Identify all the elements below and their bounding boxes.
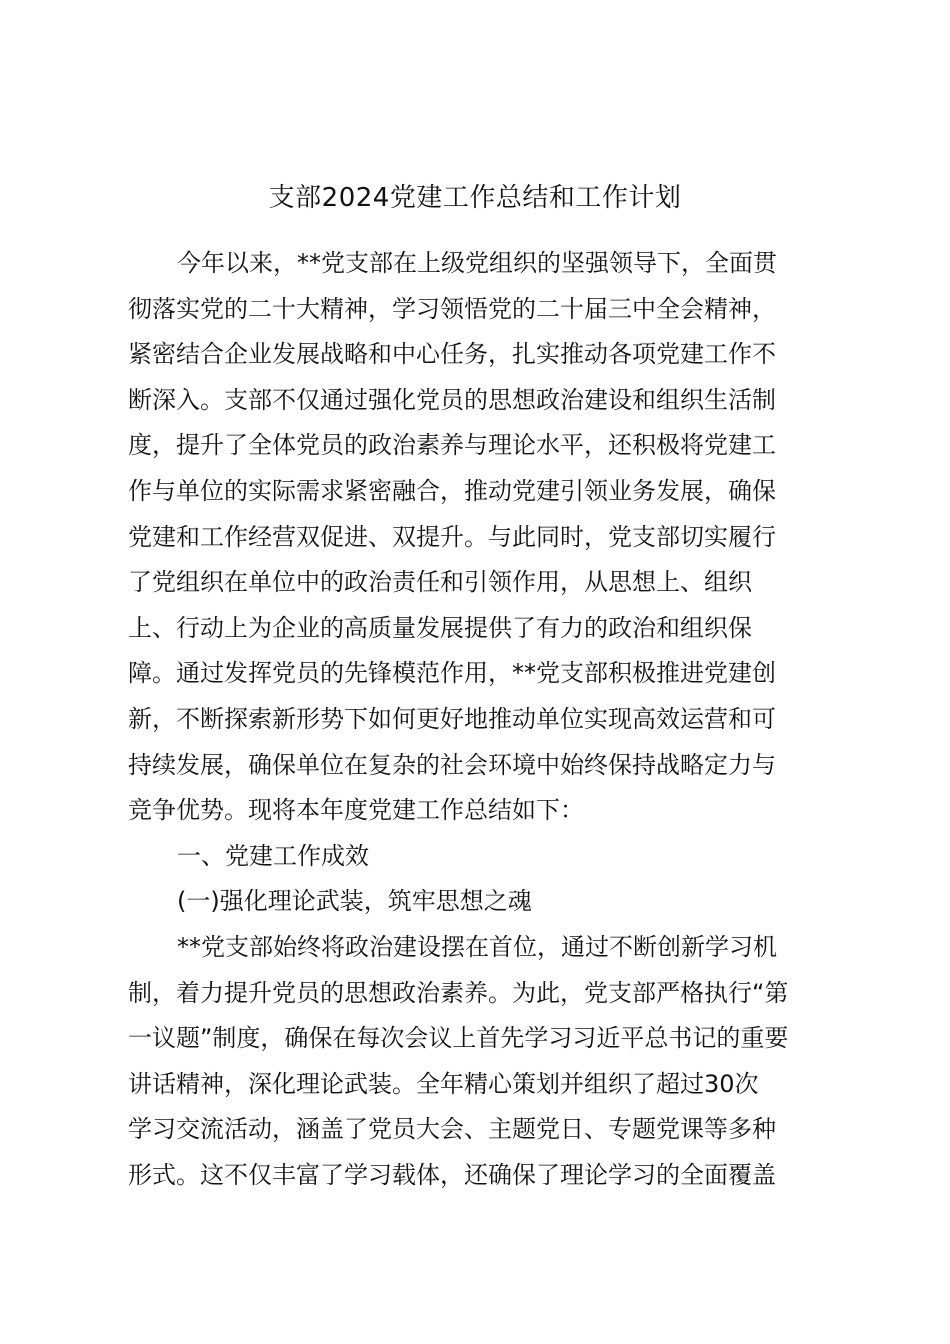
paragraph-line: 学习交流活动，涵盖了党员大会、主题党日、专题党课等多种 xyxy=(128,1115,776,1144)
paragraph-line: 上、行动上为企业的高质量发展提供了有力的政治和组织保 xyxy=(128,613,752,642)
paragraph-line: 持续发展，确保单位在复杂的社会环境中始终保持战略定力与 xyxy=(128,750,776,779)
paragraph-line: 了党组织在单位中的政治责任和引领作用，从思想上、组织 xyxy=(128,568,752,597)
section-heading: 一、党建工作成效 xyxy=(177,841,369,870)
paragraph-line: 作与单位的实际需求紧密融合，推动党建引领业务发展，确保 xyxy=(128,476,776,505)
paragraph-line: 断深入。支部不仅通过强化党员的思想政治建设和组织生活制 xyxy=(128,385,776,414)
paragraph-line: 制，着力提升党员的思想政治素养。为此，党支部严格执行“第 xyxy=(128,978,789,1007)
paragraph-line: 新，不断探索新形势下如何更好地推动单位实现高效运营和可 xyxy=(128,704,776,733)
paragraph-line: 形式。这不仅丰富了学习载体，还确保了理论学习的全面覆盖 xyxy=(128,1160,776,1189)
document-body xyxy=(128,241,828,1198)
paragraph-line: 彻落实党的二十大精神，学习领悟党的二十届三中全会精神， xyxy=(128,294,776,323)
paragraph-line: 党建和工作经营双促进、双提升。与此同时，党支部切实履行 xyxy=(128,522,776,551)
paragraph-line: **党支部始终将政治建设摆在首位，通过不断创新学习机 xyxy=(177,932,777,961)
paragraph-line: 今年以来，**党支部在上级党组织的坚强领导下，全面贯 xyxy=(177,249,777,277)
subsection-heading: (一)强化理论武装，筑牢思想之魂 xyxy=(177,887,532,916)
document-title: 支部2024党建工作总结和工作计划 xyxy=(268,183,682,213)
paragraph-line: 讲话精神，深化理论武装。全年精心策划并组织了超过30次 xyxy=(128,1069,759,1098)
paragraph-line: 竞争优势。现将本年度党建工作总结如下： xyxy=(128,796,584,825)
paragraph-line: 障。通过发挥党员的先锋模范作用，**党支部积极推进党建创 xyxy=(128,659,776,688)
paragraph-line: 度，提升了全体党员的政治素养与理论水平，还积极将党建工 xyxy=(128,431,776,460)
paragraph-line: 一议题”制度，确保在每次会议上首先学习习近平总书记的重要 xyxy=(128,1024,789,1053)
paragraph-line: 紧密结合企业发展战略和中心任务，扎实推动各项党建工作不 xyxy=(128,340,776,369)
